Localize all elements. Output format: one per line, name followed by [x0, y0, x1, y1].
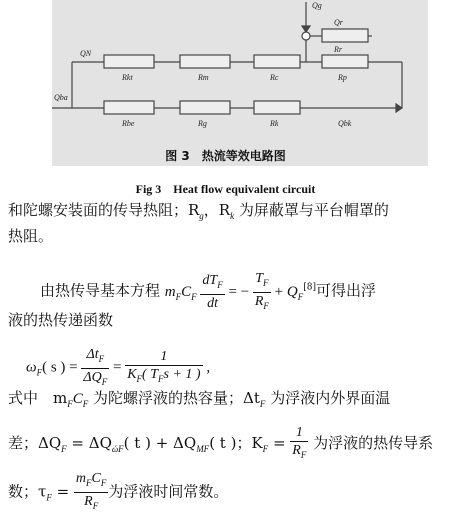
rk-resistor	[254, 101, 300, 114]
heat-equation: $m_FC_F$ $\frac{dT_F}{dt}$ = − $\frac{T_F}{R_F}$ + $Q_F$	[164, 271, 304, 312]
heat-flow-circuit-diagram	[52, 0, 428, 166]
label-qbk: Qbk	[338, 119, 352, 128]
label-rp: Rp	[338, 73, 347, 82]
rc-resistor	[254, 55, 300, 68]
rp-resistor	[322, 55, 368, 68]
top-node	[302, 32, 310, 40]
paragraph-line-3: 由热传导基本方程 $m_FC_F$ $\frac{dT_F}{dt}$ = − $\frac{T_F}{R_F}$ + $Q_F[8]$可得出浮	[40, 271, 376, 312]
label-qr: Qr	[334, 18, 343, 27]
paragraph-line-1: 和陀螺安装面的传导热阻；$R_g$，$R_k$ 为屏蔽罩与平台帽罩的	[8, 201, 389, 221]
paragraph-line-8: 数；$\tau_F$ = $\frac{m_FC_F}{R_F}$ 为浮液时间常数。	[8, 471, 229, 511]
label-rkt: Rkt	[122, 73, 133, 82]
rr-resistor	[322, 29, 368, 42]
label-rbe: Rbe	[122, 119, 135, 128]
circuit-figure	[52, 0, 428, 166]
label-rr: Rr	[334, 45, 342, 54]
paragraph-line-4: 液的热传递函数	[8, 311, 114, 329]
figure-caption-cn: 图 3 热流等效电路图	[165, 149, 286, 163]
rg-resistor	[180, 101, 230, 114]
rbe-resistor	[104, 101, 154, 114]
label-rg: Rg	[198, 119, 207, 128]
paragraph-line-7: 差；$\Delta Q_F = \Delta Q_{ώF}$( t ) + $\Delta Q_{MF}$( t )；$K_F$ = $\frac{1}{R_F}$ 为浮液的热传导系	[8, 425, 434, 460]
paragraph-line-6: 式中 $m_FC_F$ 为陀螺浮液的热容量；$\Delta t_F$ 为浮液内外界面温	[8, 389, 391, 409]
paragraph-line-2: 热阻。	[8, 227, 54, 245]
label-qn: QN	[80, 49, 92, 58]
qbk-arrow	[396, 104, 402, 112]
label-qba: Qba	[54, 93, 68, 102]
label-rm: Rm	[198, 73, 209, 82]
figure-caption-en: Fig 3 Heat flow equivalent circuit	[135, 182, 316, 196]
label-rc: Rc	[270, 73, 279, 82]
label-rk: Rk	[270, 119, 279, 128]
rm-resistor	[180, 55, 230, 68]
qg-arrow	[302, 26, 310, 32]
label-qg: Qg	[312, 1, 322, 10]
rkt-resistor	[104, 55, 154, 68]
transfer-function: $\omega_F$( s ) = $\frac{\Delta t_F}{\Delta Q_F}$ = $\frac{1}{K_F( T_Fs + 1 )}$ ,	[26, 347, 211, 387]
